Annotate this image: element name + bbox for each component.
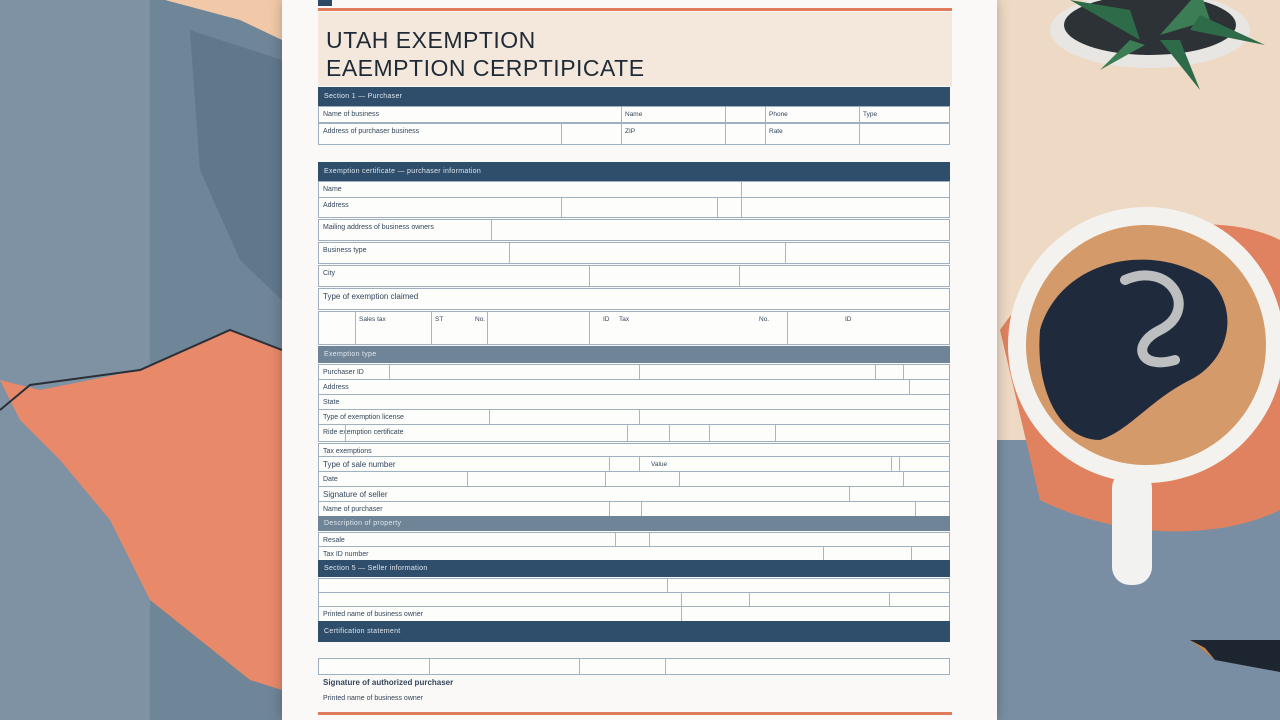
bottom-accent-rule <box>318 712 952 715</box>
row-label: Tax ID number <box>323 551 369 558</box>
row-label: Type of exemption license <box>323 414 404 421</box>
cell-label: Value <box>651 461 668 468</box>
cell-divider <box>561 124 562 144</box>
cell-divider <box>491 220 492 240</box>
cell-divider <box>849 487 850 502</box>
top-left-blob <box>165 0 282 40</box>
pen-icon <box>1190 640 1280 672</box>
form-row[interactable] <box>318 242 950 264</box>
section-header-4: Description of property <box>318 516 950 531</box>
cell-divider <box>679 472 680 487</box>
row-label: Name of business <box>323 111 380 118</box>
cell-divider <box>509 243 510 263</box>
cell-divider <box>739 266 740 286</box>
row-label: Type of exemption claimed <box>323 292 419 301</box>
form-row[interactable] <box>318 424 950 442</box>
cell-divider <box>355 312 356 344</box>
row-label: Ride exemption certificate <box>323 429 404 436</box>
cell-divider <box>775 425 776 441</box>
cell-divider <box>627 425 628 441</box>
cell-label: Tax <box>619 316 630 323</box>
row-label: Signature of seller <box>323 490 388 499</box>
plant-icon <box>1050 0 1265 90</box>
row-label: Business type <box>323 247 367 254</box>
cell-divider <box>725 124 726 144</box>
cell-divider <box>725 107 726 122</box>
cell-divider <box>859 124 860 144</box>
cell-divider <box>431 312 432 344</box>
row-label: Address <box>323 384 349 391</box>
coffee-cup-icon <box>1008 207 1280 585</box>
cell-label: ID <box>603 316 610 323</box>
left-cliff-shape <box>190 30 282 300</box>
section-header-2: Exemption certificate — purchaser information <box>318 162 950 181</box>
cell-label: Sales tax <box>359 316 386 323</box>
cell-divider <box>487 312 488 344</box>
top-corner-mark <box>318 0 332 6</box>
cell-label: ZIP <box>625 128 636 135</box>
cell-divider <box>639 457 640 472</box>
row-label: Date <box>323 476 338 483</box>
cell-divider <box>717 198 718 217</box>
cell-divider <box>903 472 904 487</box>
section-header-6: Certification statement <box>318 621 950 642</box>
row-label: Address <box>323 202 349 209</box>
row-label: Name <box>323 186 342 193</box>
cell-divider <box>741 182 742 197</box>
row-label: Purchaser ID <box>323 369 364 376</box>
form-row[interactable] <box>318 690 950 707</box>
cell-divider <box>681 607 682 622</box>
cell-divider <box>915 502 916 517</box>
section-header-1: Section 1 — Purchaser <box>318 87 950 106</box>
cell-divider <box>639 410 640 425</box>
form-row[interactable] <box>318 674 950 691</box>
cell-divider <box>621 124 622 144</box>
form-row[interactable] <box>318 219 950 241</box>
cell-divider <box>389 365 390 380</box>
exemption-form-document <box>282 0 997 720</box>
cell-divider <box>605 472 606 487</box>
cell-divider <box>741 198 742 217</box>
cell-divider <box>785 243 786 263</box>
row-label: Printed name of business owner <box>323 611 423 618</box>
row-label: Type of sale number <box>323 460 396 469</box>
cell-divider <box>429 659 430 674</box>
form-row[interactable] <box>318 658 950 675</box>
form-row[interactable] <box>318 311 950 345</box>
row-label: Signature of authorized purchaser <box>323 678 454 687</box>
cell-divider <box>899 457 900 472</box>
cell-label: No. <box>475 316 486 323</box>
cell-label: Rate <box>769 128 783 135</box>
cell-divider <box>709 425 710 441</box>
cell-label: No. <box>759 316 770 323</box>
cell-divider <box>589 312 590 344</box>
row-label: Printed name of business owner <box>323 695 423 702</box>
cell-divider <box>589 266 590 286</box>
section-header-3: Exemption type <box>318 346 950 363</box>
cell-divider <box>345 425 346 441</box>
form-row[interactable] <box>318 265 950 287</box>
cell-divider <box>641 502 642 517</box>
cell-divider <box>765 124 766 144</box>
cell-label: Type <box>863 111 878 118</box>
cell-divider <box>579 659 580 674</box>
form-row[interactable] <box>318 106 950 123</box>
row-label: City <box>323 270 336 277</box>
row-label: State <box>323 399 340 406</box>
row-label: Resale <box>323 537 345 544</box>
cell-divider <box>859 107 860 122</box>
form-row[interactable] <box>318 288 950 310</box>
cell-divider <box>765 107 766 122</box>
cell-divider <box>561 198 562 217</box>
cell-divider <box>639 365 640 380</box>
cell-divider <box>489 410 490 425</box>
cell-label: Phone <box>769 111 788 118</box>
form-row[interactable] <box>318 123 950 145</box>
cell-divider <box>609 457 610 472</box>
cell-divider <box>891 457 892 472</box>
form-row[interactable] <box>318 181 950 198</box>
form-title-line-1: UTAH EXEMPTION <box>326 27 536 53</box>
cell-divider <box>903 365 904 380</box>
cell-divider <box>609 502 610 517</box>
cell-divider <box>665 659 666 674</box>
cell-divider <box>621 107 622 122</box>
cell-label: ST <box>435 316 444 323</box>
cell-label: Name <box>625 111 643 118</box>
row-label: Address of purchaser business <box>323 128 420 135</box>
cell-divider <box>669 425 670 441</box>
cell-divider <box>467 472 468 487</box>
row-label: Name of purchaser <box>323 506 383 513</box>
row-label: Mailing address of business owners <box>323 224 434 231</box>
cell-divider <box>909 380 910 395</box>
cell-divider <box>787 312 788 344</box>
cell-label: ID <box>845 316 852 323</box>
section-header-5: Section 5 — Seller information <box>318 560 950 577</box>
form-row[interactable] <box>318 197 950 218</box>
cell-divider <box>875 365 876 380</box>
form-title-line-2: EAEMPTION CERPTIPICATE <box>326 55 645 81</box>
top-accent-rule <box>318 8 952 11</box>
row-label: Tax exemptions <box>323 448 372 455</box>
